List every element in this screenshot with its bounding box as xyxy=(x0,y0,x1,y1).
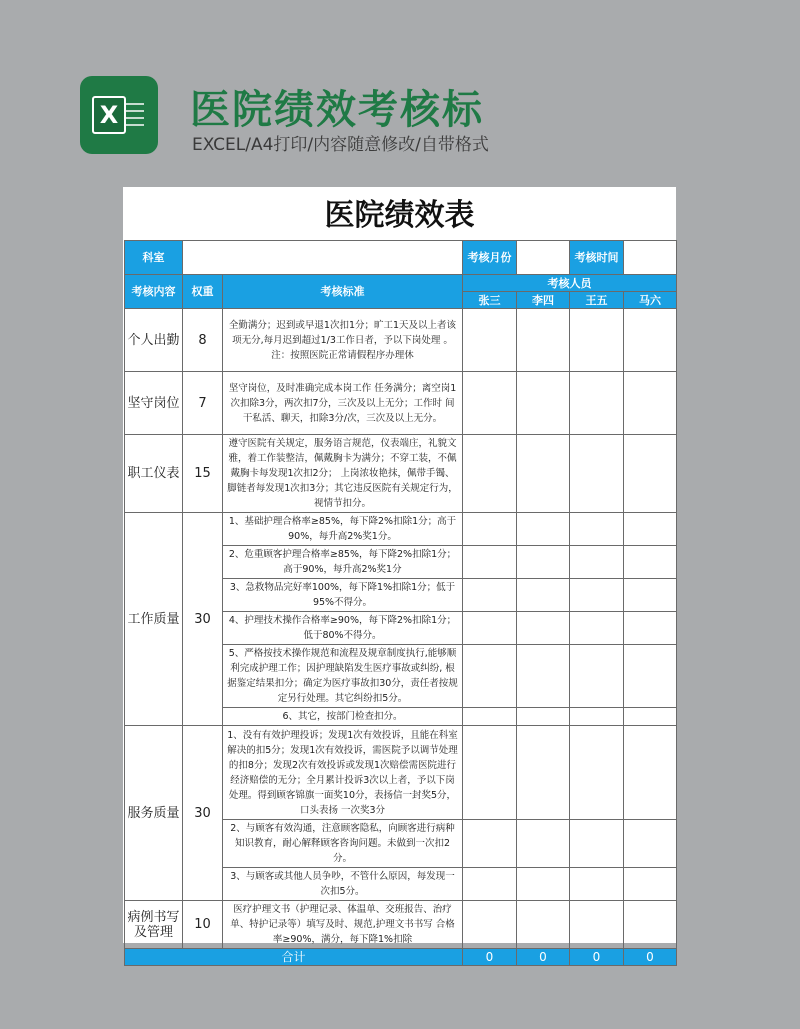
criteria-cell: 遵守医院有关规定，服务语言规范，仪表端庄，礼貌文雅，着工作装整洁，佩戴胸卡为满分；不穿工装，不佩戴胸卡每发现1次扣2分； 上岗浓妆艳抹，佩带手镯、脚链者每发现1次扣3分；其它违反医院有关规定行为，视情节扣分。 xyxy=(223,435,463,513)
score-cell[interactable] xyxy=(463,612,517,645)
score-cell[interactable] xyxy=(463,309,517,372)
score-cell[interactable] xyxy=(463,726,517,820)
col-staff-header: 考核人员 xyxy=(463,275,677,292)
score-cell[interactable] xyxy=(624,513,677,546)
score-cell[interactable] xyxy=(463,579,517,612)
banner-title: 医院绩效考核标 xyxy=(190,87,484,133)
score-cell[interactable] xyxy=(624,868,677,901)
score-cell[interactable] xyxy=(570,868,624,901)
total-value: 0 xyxy=(570,949,624,966)
score-cell[interactable] xyxy=(517,579,570,612)
score-cell[interactable] xyxy=(624,726,677,820)
total-value: 0 xyxy=(463,949,517,966)
total-value: 0 xyxy=(624,949,677,966)
score-cell[interactable] xyxy=(570,726,624,820)
weight-cell: 10 xyxy=(183,901,223,949)
score-cell[interactable] xyxy=(517,868,570,901)
criteria-cell: 2、危重顾客护理合格率≥85%，每下降2%扣除1分；高于90%，每升高2%奖1分 xyxy=(223,546,463,579)
info-row xyxy=(125,241,677,275)
staff-header: 马六 xyxy=(624,292,677,309)
weight-cell: 30 xyxy=(183,513,223,726)
table-body xyxy=(125,241,677,966)
score-cell[interactable] xyxy=(624,435,677,513)
col-content-header: 考核内容 xyxy=(125,275,183,309)
weight-cell: 7 xyxy=(183,372,223,435)
criteria-cell: 坚守岗位，及时准确完成本岗工作 任务满分；离空岗1次扣除3分，两次扣7分，三次及以上无分；工作时 间干私活、聊天，扣除3分/次，三次及以上无分。 xyxy=(223,372,463,435)
criteria-cell: 3、与顾客或其他人员争吵，不管什么原因，每发现一次扣5分。 xyxy=(223,868,463,901)
total-row xyxy=(125,949,677,966)
score-cell[interactable] xyxy=(570,901,624,949)
score-cell[interactable] xyxy=(517,645,570,708)
month-label: 考核月份 xyxy=(463,241,517,275)
score-cell[interactable] xyxy=(463,435,517,513)
score-cell[interactable] xyxy=(463,546,517,579)
score-cell[interactable] xyxy=(517,546,570,579)
criteria-cell: 1、没有有效护理投诉；发现1次有效投诉，且能在科室解决的扣5分；发现1次有效投诉，需医院予以调节处理的扣8分；发现2次有效投诉或发现1次赔偿需医院进行经济赔偿的无分；全月累计投诉3次以上者，予以下岗处理。得到顾客锦旗一面奖10分，表扬信一封奖5分，口头表扬 一次奖3分 xyxy=(223,726,463,820)
score-cell[interactable] xyxy=(517,901,570,949)
header-row-1 xyxy=(125,275,677,292)
content-cell: 个人出勤 xyxy=(125,309,183,372)
total-value: 0 xyxy=(517,949,570,966)
time-value-cell[interactable] xyxy=(624,241,677,275)
excel-x-badge: X xyxy=(92,96,126,134)
score-cell[interactable] xyxy=(624,901,677,949)
score-cell[interactable] xyxy=(570,309,624,372)
content-cell: 职工仪表 xyxy=(125,435,183,513)
content-cell: 坚守岗位 xyxy=(125,372,183,435)
table-row xyxy=(125,901,677,949)
score-cell[interactable] xyxy=(517,309,570,372)
score-cell[interactable] xyxy=(517,435,570,513)
criteria-cell: 3、急救物品完好率100%，每下降1%扣除1分；低于95%不得分。 xyxy=(223,579,463,612)
total-label: 合计 xyxy=(125,949,463,966)
criteria-cell: 2、与顾客有效沟通，注意顾客隐私，向顾客进行病种知识教育，耐心解释顾客咨询问题。未做到一次扣2分。 xyxy=(223,820,463,868)
table-row xyxy=(125,309,677,372)
score-cell[interactable] xyxy=(624,309,677,372)
performance-table xyxy=(124,240,677,966)
criteria-cell: 6、其它，按部门检查扣分。 xyxy=(223,708,463,726)
score-cell[interactable] xyxy=(570,820,624,868)
excel-logo-icon xyxy=(80,76,158,154)
weight-cell: 30 xyxy=(183,726,223,901)
document-title: 医院绩效表 xyxy=(324,198,475,233)
score-cell[interactable] xyxy=(517,708,570,726)
content-cell: 服务质量 xyxy=(125,726,183,901)
criteria-cell: 5、严格按技术操作规范和流程及规章制度执行,能够顺利完成护理工作；因护理缺陷发生医疗事故或纠纷, 根据鉴定结果扣分；确定为医疗事故扣30分，责任者按规定另行处理。其它纠纷扣5分。 xyxy=(223,645,463,708)
score-cell[interactable] xyxy=(624,820,677,868)
dept-label: 科室 xyxy=(125,241,183,275)
weight-cell: 8 xyxy=(183,309,223,372)
content-cell: 工作质量 xyxy=(125,513,183,726)
header-banner xyxy=(0,0,800,180)
score-cell[interactable] xyxy=(624,546,677,579)
score-cell[interactable] xyxy=(463,645,517,708)
staff-header: 张三 xyxy=(463,292,517,309)
score-cell[interactable] xyxy=(463,820,517,868)
dept-value-cell[interactable] xyxy=(183,241,463,275)
score-cell[interactable] xyxy=(517,372,570,435)
score-cell[interactable] xyxy=(570,372,624,435)
criteria-cell: 医疗护理文书（护理记录、体温单、交班报告、治疗单、特护记录等）填写及时、规范,护理文书书写 合格率≥90%，满分，每下降1%扣除 xyxy=(223,901,463,949)
criteria-cell: 4、护理技术操作合格率≥90%，每下降2%扣除1分；低于80%不得分。 xyxy=(223,612,463,645)
table-row xyxy=(125,435,677,513)
score-cell[interactable] xyxy=(624,372,677,435)
score-cell[interactable] xyxy=(463,372,517,435)
score-cell[interactable] xyxy=(570,546,624,579)
score-cell[interactable] xyxy=(570,708,624,726)
score-cell[interactable] xyxy=(570,435,624,513)
score-cell[interactable] xyxy=(517,612,570,645)
score-cell[interactable] xyxy=(624,645,677,708)
score-cell[interactable] xyxy=(570,612,624,645)
banner-subtitle: EXCEL/A4打印/内容随意修改/自带格式 xyxy=(192,135,489,155)
score-cell[interactable] xyxy=(624,579,677,612)
score-cell[interactable] xyxy=(624,708,677,726)
score-cell[interactable] xyxy=(624,612,677,645)
score-cell[interactable] xyxy=(570,513,624,546)
spreadsheet-preview xyxy=(123,187,676,964)
table-row xyxy=(125,726,677,820)
score-cell[interactable] xyxy=(570,579,624,612)
month-value-cell[interactable] xyxy=(517,241,570,275)
content-cell: 病例书写及管理 xyxy=(125,901,183,949)
time-label: 考核时间 xyxy=(570,241,624,275)
staff-header: 李四 xyxy=(517,292,570,309)
col-criteria-header: 考核标准 xyxy=(223,275,463,309)
col-weight-header: 权重 xyxy=(183,275,223,309)
weight-cell: 15 xyxy=(183,435,223,513)
criteria-cell: 全勤满分；迟到或早退1次扣1分；旷工1天及以上者该项无分,每月迟到超过1/3工作日者，予以下岗处理 。注：按照医院正常请假程序办理休 xyxy=(223,309,463,372)
criteria-cell: 1、基础护理合格率≥85%，每下降2%扣除1分；高于90%，每升高2%奖1分。 xyxy=(223,513,463,546)
score-cell[interactable] xyxy=(570,645,624,708)
table-row xyxy=(125,372,677,435)
score-cell[interactable] xyxy=(517,513,570,546)
score-cell[interactable] xyxy=(463,868,517,901)
score-cell[interactable] xyxy=(463,901,517,949)
table-row xyxy=(125,513,677,546)
staff-header: 王五 xyxy=(570,292,624,309)
score-cell[interactable] xyxy=(517,820,570,868)
score-cell[interactable] xyxy=(463,513,517,546)
score-cell[interactable] xyxy=(463,708,517,726)
score-cell[interactable] xyxy=(517,726,570,820)
